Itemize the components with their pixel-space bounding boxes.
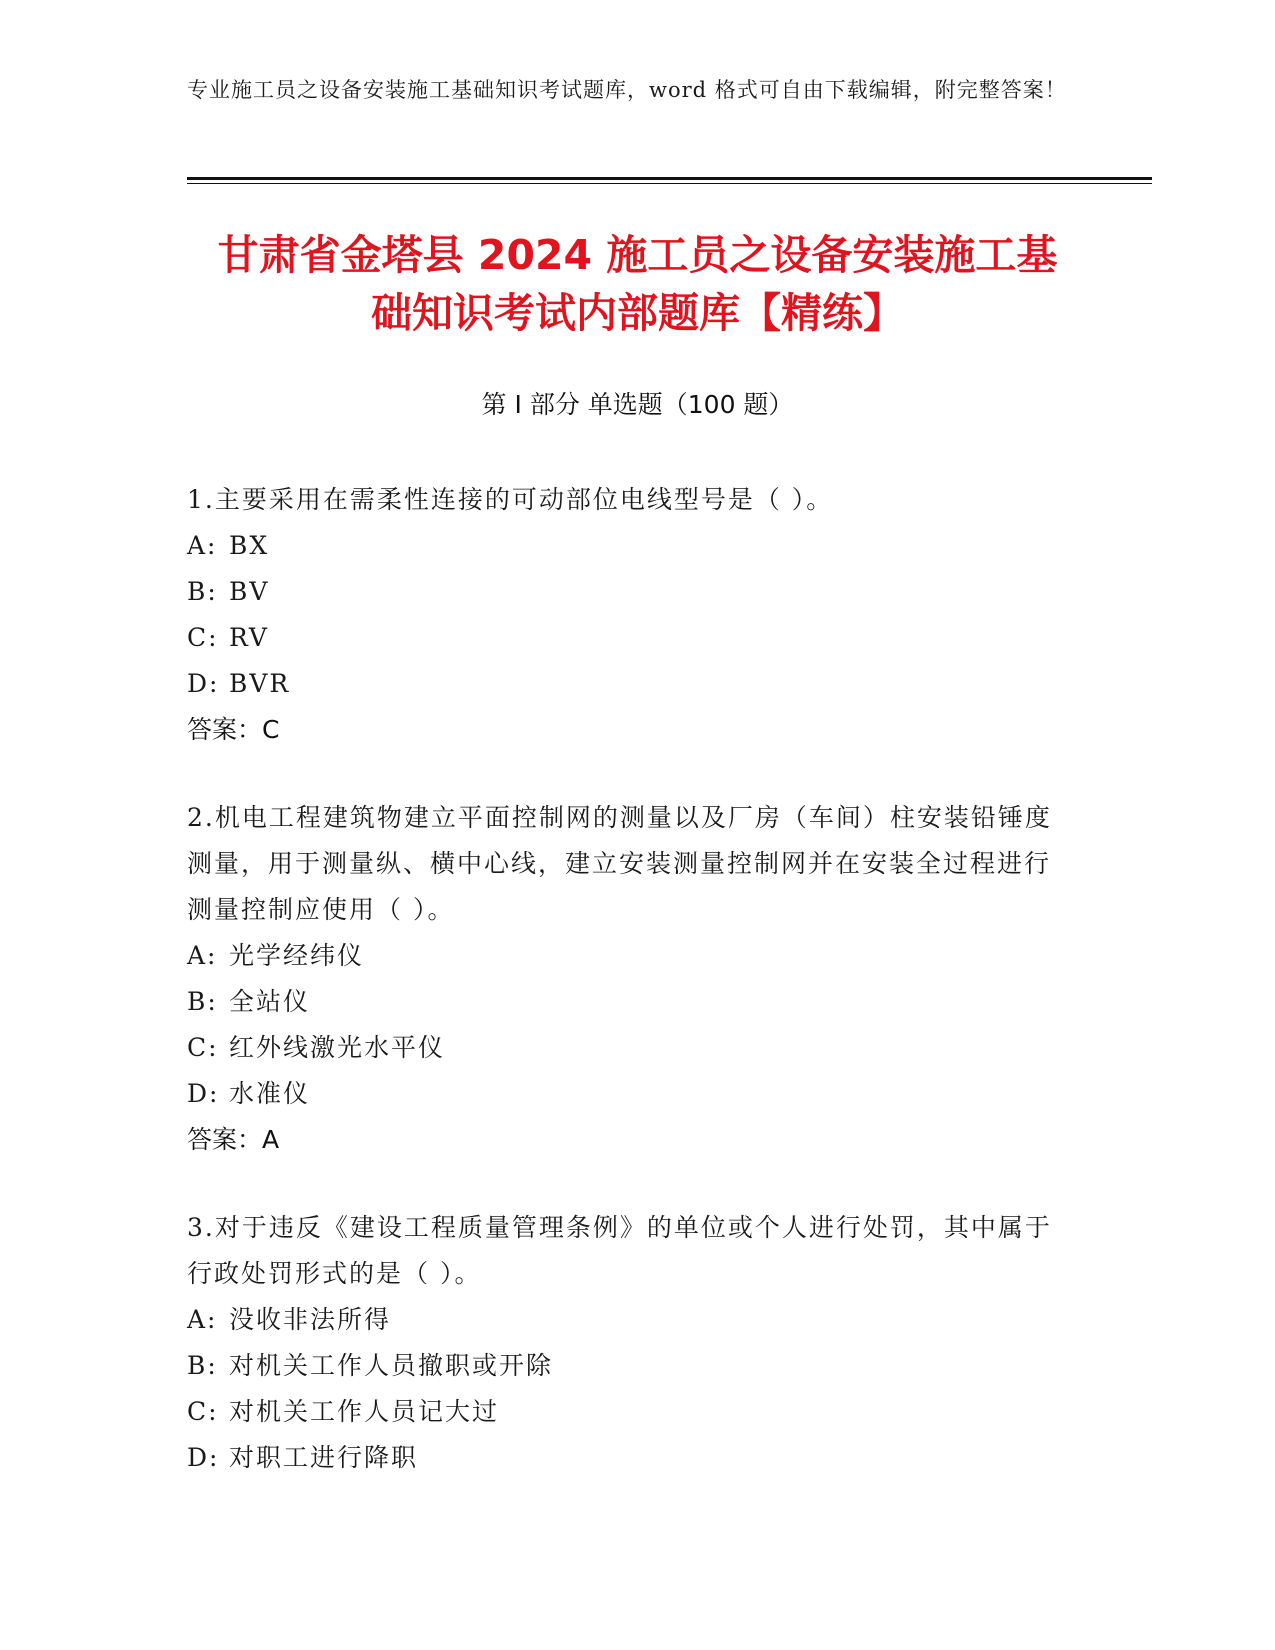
option-text: 对职工进行降职 — [229, 1443, 419, 1472]
option-c — [187, 1389, 1067, 1435]
option-text: 全站仪 — [229, 987, 311, 1016]
question-stem: 2.机电工程建筑物建立平面控制网的测量以及厂房（车间）柱安装铅锤度测量，用于测量纵、横中心线，建立安装测量控制网并在安装全过程进行测量控制应使用（ ）。 — [187, 803, 1052, 924]
option-text: 对机关工作人员记大过 — [229, 1397, 500, 1426]
question-3 — [187, 1205, 1067, 1481]
question-stem: 1.主要采用在需柔性连接的可动部位电线型号是（ ）。 — [187, 485, 834, 514]
option-key: B: — [187, 577, 218, 606]
answer-line: 答案：A — [187, 1125, 280, 1154]
option-key: C: — [187, 1033, 219, 1062]
question-list — [187, 477, 1067, 1523]
answer-line: 答案：C — [187, 715, 280, 744]
option-text: BV — [229, 577, 270, 606]
option-text: 没收非法所得 — [229, 1305, 392, 1334]
question-stem: 3.对于违反《建设工程质量管理条例》的单位或个人进行处罚，其中属于行政处罚形式的是（ ）。 — [187, 1213, 1052, 1288]
document-title-line-1: 甘肃省金塔县 2024 施工员之设备安装施工基 — [217, 231, 1058, 279]
option-text: BX — [229, 531, 270, 560]
option-key: A: — [187, 1305, 218, 1334]
option-b — [187, 569, 1067, 615]
header-note: 专业施工员之设备安装施工基础知识考试题库，word 格式可自由下载编辑，附完整答案！ — [187, 78, 1067, 102]
document-title — [150, 226, 1125, 342]
option-text: 水准仪 — [229, 1079, 311, 1108]
option-key: C: — [187, 623, 219, 652]
option-c — [187, 1025, 1067, 1071]
option-a — [187, 933, 1067, 979]
option-d — [187, 661, 1067, 707]
option-a — [187, 1297, 1067, 1343]
header-rule-thin — [187, 183, 1152, 184]
option-key: D: — [187, 1443, 220, 1472]
option-d — [187, 1435, 1067, 1481]
header-rule-thick — [187, 177, 1152, 180]
option-key: B: — [187, 1351, 218, 1380]
option-key: D: — [187, 669, 220, 698]
option-text: BVR — [229, 669, 291, 698]
question-2 — [187, 795, 1067, 1163]
option-b — [187, 979, 1067, 1025]
option-key: B: — [187, 987, 218, 1016]
option-text: 对机关工作人员撤职或开除 — [229, 1351, 554, 1380]
question-1 — [187, 477, 1067, 753]
option-a — [187, 523, 1067, 569]
option-key: D: — [187, 1079, 220, 1108]
option-key: A: — [187, 531, 218, 560]
document-title-line-2: 础知识考试内部题库【精练】 — [371, 289, 904, 337]
option-text: RV — [229, 623, 269, 652]
option-d — [187, 1071, 1067, 1117]
option-text: 光学经纬仪 — [229, 941, 365, 970]
option-b — [187, 1343, 1067, 1389]
option-key: A: — [187, 941, 218, 970]
option-text: 红外线激光水平仪 — [229, 1033, 446, 1062]
option-key: C: — [187, 1397, 219, 1426]
section-heading: 第 I 部分 单选题（100 题） — [481, 390, 794, 419]
option-c — [187, 615, 1067, 661]
